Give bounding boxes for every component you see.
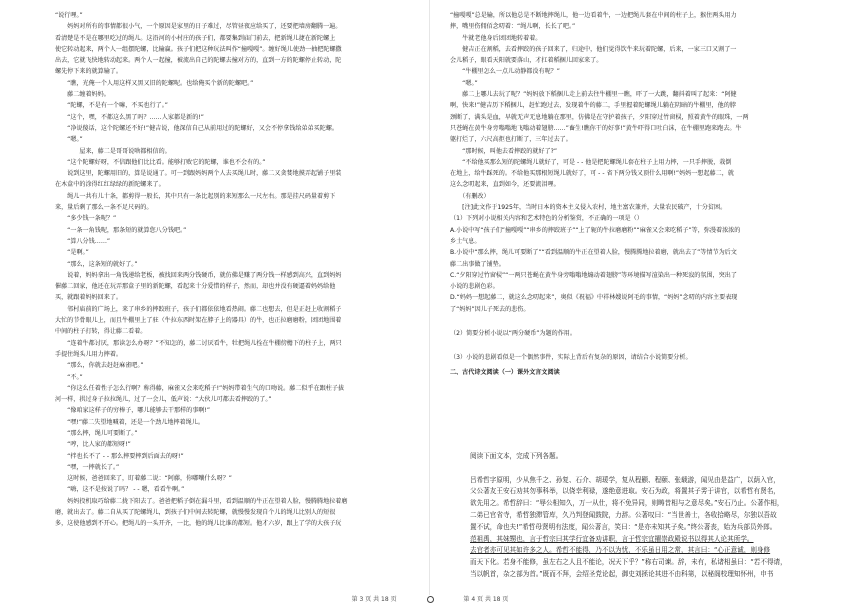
text-line: “多少钱一条呢？” [55, 215, 117, 223]
text-line: 范祖禹，其妹甥也，言于哲宗曰其学行宜备劝讲职，言于哲宗宜擢崇政殿说书以得其人论其所学。 [470, 534, 754, 543]
text-line: 吕希哲字原明，少从焦千之、孙复、石介、胡瑗学，复从程颢、程颐、张载游，闻见由是益广，以荫入官， [470, 475, 780, 484]
text-line: “陀螺，不是有一个嘛，不买也行了。” [55, 102, 168, 110]
text-line: 乡土气息。 [450, 237, 481, 245]
text-line: A.小说中写“孩子们”撞嘎嘎”“串乡的摔跤班子”“上了轭的牛拉磨磨粉”“麻雀又会来吃稻子”等，弥漫着浓浓的 [450, 226, 741, 234]
text-line: “嗨，这不是按说了吗？ - - 嗯，看看牛啊。” [55, 486, 185, 494]
text-line: 会儿稻子，眼看天阳就要落山，才扛着稻捆儿回家来了。 [450, 57, 603, 65]
classical-passage [470, 451, 815, 581]
text-line: 手提住绳头儿用力摔着。 [55, 350, 123, 358]
text-line: （1）下列对小说相关内容和艺术特色的分析鉴赏，不正确的一项是（） [450, 215, 643, 223]
left-page-text [55, 10, 415, 530]
text-line: 绳儿一共有儿十条，都剪得一般长，其中只有一条比起别的来短那么一尺左右。那是挂尺码量着剪下 [55, 192, 336, 200]
text-line: “牛棚里怎么一点儿动静都没有呢？” [450, 68, 560, 76]
text-line: 颈断了，满头是血，早就无声无息地躺在那里，仿佛是在守护着孩子，夕阳穿过竹窗棂，照着黄牛的眼珠，一两 [450, 113, 749, 121]
text-line: D.“妈妈一想起藤二，就这么念叨起来”，奥似《祝福》中祥林嫂说阿毛的事情，“妈妈”念叨的内容主要表现 [450, 294, 738, 302]
text-line: “这个陀螺好呀，不信跟他们比比看。能够打败它的陀螺，谁也不会有的。” [55, 158, 266, 166]
text-line: 阅读下面文本，完成下列各题。 [470, 452, 563, 460]
text-line: “净说傻话，这个陀螺还不好!”健吉说，他深信自己从前用过的陀螺好，又会不停拿钱给弟弟买陀螺。 [55, 124, 338, 132]
text-line: 买，就跟着妈妈回来了。 [55, 294, 123, 302]
text-line: “说行哩。” [55, 12, 83, 19]
text-line: 藤二上哪儿去玩了呢？”妈妈放下稻捆儿走上前去往牛棚里一瞧，吓了一大跳，翻抖着叫了起来：“阿健 [450, 91, 737, 99]
text-line: （3）小说的悲剧看似是一个偶然事件，实际上背后有复杂的原因，请结合小说简要分析。 [450, 354, 692, 362]
text-line: 多，这使他感到不开心。把绳儿的一头开齐，一比，他的绳儿比谁的都短。他才六岁，跟上了学的大孩子玩 [55, 520, 342, 528]
text-line: 邻村庙前的广场上，来了串乡的摔跤班子，孩子们都依依地看热闹。藤二也想去，但是正赶上收割稻子 [55, 305, 342, 313]
text-line: “嗯。” [450, 79, 478, 87]
text-line: 摔，嘴里伤佣佰念叨着：“绳儿啊，长长了吧。” [450, 23, 576, 31]
text-line: “这个，嘿，不都这么黑了吗？……人家都是新的!” [55, 113, 204, 121]
page-divider-circle-icon [427, 596, 434, 603]
text-line: 当以帆首，杂之部为首。”既而不拜，会绍圣党论起，御史刘拯论其进不由科第，以秘阁校理知怀州，申书 [470, 569, 774, 578]
text-line [470, 463, 815, 475]
text-line: 啊，快来!”健吉历下稻捆儿，赶忙跑过去，发现着牛的藤二，手里握着陀螺绳儿躺在阴暗的牛棚里，他的脖 [450, 102, 736, 110]
text-line: 出去，它就飞快地转动起来。两个人一起撞，被流出自己的陀螺去撞对方的，直到一方的陀螺停止转动，陀 [55, 57, 342, 65]
text-line: 说着，妈妈拿出一角钱递给老板，被找回来两分钱硬币，就仿佛是赚了两分钱一样感到高兴，直到妈妈 [55, 271, 342, 279]
text-line: 催藤二回家，他还在玩弄那盒子里的新陀螺，看起来十分爱惜的样子，然而，却也并没有硬逼着妈妈给他 [55, 283, 336, 291]
text-line: “那么摔，绳儿可要断了。” [55, 429, 138, 437]
text-line: 了“妈妈”因儿子死去的悲伤。 [450, 305, 530, 313]
text-line: 说到这里，陀螺用旧的，算是说通了。可一到跟妈妈两个人去买绳儿时，藤二又贪婪地摸弄起铺子里装 [55, 170, 342, 178]
text-line: “哼，比人家的都短呀!” [55, 441, 131, 449]
text-line: 二弟已官省寺，希哲独滞管库，久乃判登闻鼓院，力辞。公著叹曰：“当世善士，各收拾略尽，尔独以吾故 [470, 510, 777, 519]
text-line [450, 339, 815, 352]
text-line: “不给他买那么短的陀螺绳儿就好了，可是 - - 他是把陀螺绳儿套在柱子上用力摔，一只手摔脱，栽倒 [450, 158, 732, 166]
text-line: “拌也长不了 - - 那么摔要摔到后面去的呀!” [55, 452, 184, 460]
text-line: “撞嘎嘎”总是输，所以他总是不断地摔绳儿，他一边看着牛，一边把绳儿套在中间的柱子上，猴住两头用力 [450, 12, 737, 19]
text-line: “一条一角钱呢，那条短的就算您八分钱吧。” [55, 226, 187, 234]
text-line: 来，量后剩了那么一条不足尺码的。 [55, 204, 153, 212]
text-line: “嘿!”藤二失望地喊着，还是一个劲儿地摔着绳儿。 [55, 418, 204, 426]
text-line: 这么念叨起来，直到如今，还要流泪哩。 [450, 181, 560, 189]
text-line: [注]此文作于1925年，当时日本的资本主义侵入农村，地主富农兼并，大量农民破产，十分贫困。 [450, 204, 727, 212]
text-line: 大忙的节骨眼儿上，而且牛棚里上了驻（牛拉东西时架在脖子上的器具）的牛，也正拉磨磨粉，团团地围着 [55, 317, 342, 325]
text-line: “瞧，光俺一个人用这样又黑又旧的陀螺呢。也给俺买个新的陀螺吧。” [55, 79, 254, 87]
text-line: 躯打烂了，六尺高拒也打断了，三年过去了。 [450, 136, 572, 144]
text-line: 看清楚是不是在哪里吃过的绳儿。这沿河的小村庄的孩子们，都要集到庙门前去，把新绳儿捷在新陀螺上 [55, 34, 336, 42]
text-line: “是啊。” [55, 249, 89, 257]
text-line: 二、古代诗文阅读（一）课外文言文阅读 [450, 368, 560, 376]
text-line: 中间的柱子打转，得让藤二看着。 [55, 328, 147, 336]
text-line: 父公著友王安石劝其勿事科举，以侥幸利禄，遂绝意进取。安石为政，将置其子雱于讲官，以希哲有贤名， [470, 487, 780, 496]
text-line: “像咱家这样子的穷棒子，哪儿能够去干那样的事啊!” [55, 407, 211, 415]
text-line: 使它转动起来，两个人一组摆陀螺，比输赢。孩子们把这种玩法叫作“撞嘎嘎”。缠好绳儿使劲一抽把陀螺撒 [55, 45, 342, 53]
text-line: “算八分钱……” [55, 237, 111, 245]
text-line: 欲先用之。希哲辞曰：“辱公相知久，万一从仕，将不免异同，则畴昔相与之意尽矣。”安石乃止。公著作相， [470, 499, 784, 508]
text-line: 这时候，爸爸回来了，盯着藤二说：“阿藤，你嘟囔什么呀？” [55, 475, 232, 483]
text-line: 螺先停下来的就算输了。 [55, 68, 123, 76]
text-line: 置不试，命也夫!”希哲母贤明有法度，闻公著言，笑曰：“是亦未知其子矣。”终公著丧，始为兵部员外郎。 [470, 522, 777, 531]
text-line: （2）简要分析小说以“两分硬币”为题的作用。 [450, 330, 576, 338]
right-page-text [450, 10, 815, 378]
text-line: 藤二出事做了铺垫。 [450, 260, 505, 268]
text-line: 妈妈对所有的事情都很小气，一个原因是家里的日子难过，尽管昼夜应给买了，还要把墙房翻腾一遍。 [55, 23, 342, 31]
text-line: “连着牛都讨厌，那读怎么办呀？”不知怎的，藤二讨厌看牛，牡把绳儿拴在牛棚傍檐下的柱子上，两只 [55, 339, 342, 347]
text-line: C.“夕阳穿过竹窗棂”“一两只苍蝇在黄牛身旁嗡嗡地煽动着翅膀”等环境描写渲染出一种死寂的氛围，突出了 [450, 271, 737, 279]
text-line: 在地上，给牛踩死的。不给他买那根短绳儿就好了，可 - - 省下两分钱又顶什么用啊!”妈妈一想起藤二，就 [450, 170, 734, 178]
text-line: 小说的悲剧色彩。 [450, 283, 499, 291]
text-line: “你这么任着性子怎么行啊？称得藤，麻雀又会来吃稻子!”妈妈带着生气的口吻说。藤二似乎在跟柱子拔 [55, 384, 345, 392]
text-line: 只苍蝇在黄牛身旁嗡嗡地飞嗡动着翅膀……”畜生!瞧你干的好事!”黄牛吓得口吐白沫，在牛棚里跑来跑去。牛 [450, 124, 742, 132]
text-line: （有删改） [450, 192, 490, 200]
text-line: 而天下化。若身不能修，虽左右之人且不能论，况天下乎？”称右司谏。辞，未有，私诸相虽曰：“若不得请， [470, 558, 787, 567]
text-line: “那时候，叫他去看摔跤的就好了?” [450, 147, 558, 155]
text-line: 牛就老他身后团团地转着着。 [450, 34, 542, 42]
text-line: 磨，就出去了。藤二自从买了陀螺绳儿，到孩子们中间去转陀螺，就慢慢发现自个儿的绳儿比别人的短很 [55, 509, 336, 517]
text-line: 屋来，藤二是哥哥说啥都相信的。 [55, 147, 171, 155]
text-line: 妈妈投机取巧给藤二拢下阳去了。爸爸把稻子倒在漏斗里，看到温顺的牛正在望着人脸，慢腾腾地拉着磨 [55, 497, 348, 505]
text-line: 健吉正在割稻，去看摔跤的孩子回来了，归途中，他们觉得饮牛来玩着陀螺，后来，一家三口又割了一 [450, 45, 737, 53]
text-line: 在木盒中的涂得红红绿绿的新陀螺来了。 [55, 181, 165, 189]
text-line [450, 315, 815, 328]
text-line: B.小说中“那么摔，绳儿可要断了”“看到温顺的牛正在望着人脸，慢腾腾地拉着磨，就出去了”等情节为后文 [450, 249, 737, 257]
text-line: 去官者亦可见其如许多之人。希哲不能得，乃不以为忧，不乐虽日用之常，其言曰：“心正意诚，则身修 [470, 546, 771, 555]
text-line: “嗯。” [55, 136, 83, 144]
text-line: 藤二缠着妈妈。 [55, 91, 110, 99]
right-page [430, 0, 860, 608]
text-line: “那么，这条短的就好了。” [55, 260, 138, 268]
text-line: “不。” [55, 373, 83, 381]
text-line: “那么，你就去赶赶麻雀吧。” [55, 362, 144, 370]
text-line: 河一样，拱过身子拉拉绳儿，过了一会儿，低声说：“大伙儿可都去看摔跤的了。” [55, 396, 272, 404]
right-page-number: 第 4 页 共 18 页 [463, 596, 509, 603]
page-footer [0, 594, 860, 603]
left-page-number: 第 3 页 共 18 页 [351, 596, 397, 603]
text-line: “嘿，一摔就长了。” [55, 463, 120, 471]
